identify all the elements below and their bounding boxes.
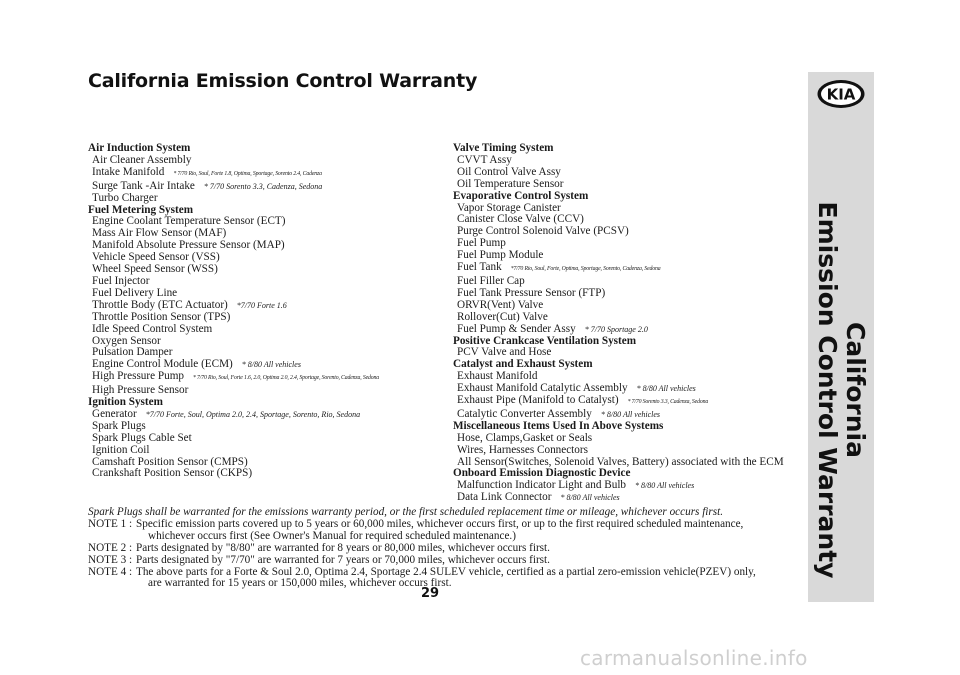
part-name: PCV Valve and Hose xyxy=(457,346,552,359)
part-name: Intake Manifold xyxy=(92,165,165,178)
part-name: High Pressure Sensor xyxy=(92,384,189,397)
section-heading-text: Air Induction System xyxy=(88,142,191,154)
part-name: Fuel Injector xyxy=(92,274,150,287)
section-heading xyxy=(88,397,448,409)
warranty-note: * 8/80 All vehicles xyxy=(600,409,661,419)
warranty-note: * 8/80 All vehicles xyxy=(560,493,620,503)
part-item xyxy=(88,468,448,480)
part-name: Manifold Absolute Pressure Sensor (MAP) xyxy=(92,239,285,252)
section-heading-text: Evaporative Control System xyxy=(453,189,589,202)
part-item xyxy=(453,250,793,262)
part-name: Vapor Storage Canister xyxy=(457,201,561,214)
part-name: Fuel Pump xyxy=(457,237,506,250)
part-name: Exhaust Pipe (Manifold to Catalyst) xyxy=(457,394,619,407)
warranty-note: * 8/80 All vehicles xyxy=(635,481,695,491)
part-name: Engine Control Module (ECM) xyxy=(92,358,233,371)
part-name: Malfunction Indicator Light and Bulb xyxy=(457,479,627,492)
warranty-note: * 7/70 Sorento 3.3, Cadenza, Sedona xyxy=(203,181,323,191)
part-name: Air Cleaner Assembly xyxy=(92,153,192,166)
part-name: Catalytic Converter Assembly xyxy=(457,407,592,420)
part-name: Data Link Connector xyxy=(457,491,552,504)
footnote-label: NOTE 2 : xyxy=(88,541,133,554)
warranty-note: *7/70 Forte 1.6 xyxy=(236,300,287,310)
part-name: High Pressure Pump xyxy=(92,370,184,383)
part-name: CVVT Assy xyxy=(457,153,512,166)
part-name: Fuel Pump Module xyxy=(457,249,544,262)
section-heading-text: Miscellaneous Items Used In Above Systems xyxy=(453,419,664,432)
warranty-note: * 7/70 Sorento 3.3, Cadenza, Sedona xyxy=(627,399,709,406)
sidebar-title-line1: California xyxy=(841,322,870,458)
part-item xyxy=(453,395,793,409)
footnote-text: The above parts for a Forte & Soul 2.0, Optima 2.4, Sportage 2.4 SULEV vehicle, certified as a partial zero-emission vehicle(PZEV) only, xyxy=(136,565,756,578)
warranty-note: * 7/70 Sportage 2.0 xyxy=(584,324,648,334)
footnote xyxy=(88,555,788,567)
section-heading-text: Valve Timing System xyxy=(453,142,554,154)
footnote-text: Parts designated by "7/70" are warranted for 7 years or 70,000 miles, whichever occurs first. xyxy=(136,553,550,566)
section-sidebar xyxy=(808,72,874,602)
part-name: Engine Coolant Temperature Sensor (ECT) xyxy=(92,215,286,228)
warranty-note: *7/70 Rio, Soul, Forte, Optima, Sportage, Sorento, Cadenza, Sedona xyxy=(510,266,661,273)
part-name: Hose, Clamps,Gasket or Seals xyxy=(457,431,593,444)
part-name: Camshaft Position Sensor (CMPS) xyxy=(92,455,248,468)
part-item xyxy=(88,371,448,385)
section-heading-text: Catalyst and Exhaust System xyxy=(453,358,593,371)
left-parts-column xyxy=(88,143,448,480)
footnote-label: NOTE 4 : xyxy=(88,565,133,578)
part-name: ORVR(Vent) Valve xyxy=(457,298,544,311)
warranty-note: * 8/80 All vehicles xyxy=(636,384,696,394)
part-name: Mass Air Flow Sensor (MAF) xyxy=(92,227,227,240)
part-name: Pulsation Damper xyxy=(92,346,173,359)
part-name: Generator xyxy=(92,407,137,420)
part-name: Rollover(Cut) Valve xyxy=(457,310,548,323)
part-item xyxy=(88,167,448,181)
section-heading-text: Positive Crankcase Ventilation System xyxy=(453,334,637,347)
part-name: Wires, Harnesses Connectors xyxy=(457,443,588,456)
part-name: Canister Close Valve (CCV) xyxy=(457,213,584,226)
part-name: Fuel Tank xyxy=(457,261,502,274)
part-name: Spark Plugs Cable Set xyxy=(92,431,192,444)
part-name: Exhaust Manifold Catalytic Assembly xyxy=(457,382,628,395)
part-item xyxy=(453,262,793,276)
part-name: Throttle Body (ETC Actuator) xyxy=(92,298,228,311)
part-name: Oil Control Valve Assy xyxy=(457,165,561,178)
sidebar-title-line2: Emission Control Warranty xyxy=(813,201,842,579)
part-name: Crankshaft Position Sensor (CKPS) xyxy=(92,467,253,480)
part-name: Throttle Position Sensor (TPS) xyxy=(92,310,231,323)
part-name: Spark Plugs xyxy=(92,419,146,432)
footnote-text: Specific emission parts covered up to 5 years or 60,000 miles, whichever occurs first, or up to the first required scheduled maintenance, xyxy=(136,517,744,530)
footnote-continuation: whichever occurs first (See Owner's Manual for required scheduled maintenance.) xyxy=(148,529,516,542)
part-name: Vehicle Speed Sensor (VSS) xyxy=(92,251,220,264)
notes-section xyxy=(88,507,788,590)
section-heading-text: Ignition System xyxy=(88,396,163,409)
kia-logo xyxy=(816,78,866,115)
footnote-continuation: are warranted for 15 years or 150,000 miles, whichever occurs first. xyxy=(148,577,452,590)
part-name: Fuel Pump & Sender Assy xyxy=(457,322,576,335)
footnote-label: NOTE 3 : xyxy=(88,553,133,566)
footnote xyxy=(88,543,788,555)
svg-text:KIA: KIA xyxy=(826,85,856,104)
part-name: Surge Tank -Air Intake xyxy=(92,179,195,192)
part-name: Purge Control Solenoid Valve (PCSV) xyxy=(457,225,629,238)
warranty-note: *7/70 Forte, Soul, Optima 2.0, 2.4, Sportage, Sorento, Rio, Sedona xyxy=(145,409,361,419)
part-name: Oil Temperature Sensor xyxy=(457,177,564,190)
part-name: Wheel Speed Sensor (WSS) xyxy=(92,263,218,276)
sidebar-section-title xyxy=(813,202,869,579)
page-number: 29 xyxy=(421,586,440,601)
warranty-note: * 8/80 All vehicles xyxy=(241,360,301,370)
part-name: Fuel Filler Cap xyxy=(457,274,525,287)
part-name: Ignition Coil xyxy=(92,443,150,456)
watermark: carmanualsonline.info xyxy=(580,646,808,670)
part-name: All Sensor(Switches, Solenoid Valves, Battery) associated with the ECM xyxy=(457,455,784,468)
spark-plug-note: Spark Plugs shall be warranted for the emissions warranty period, or the first scheduled replacement time or mileage, whichever occurs first. xyxy=(88,506,724,518)
footnote-label: NOTE 1 : xyxy=(88,517,133,530)
section-heading-text: Fuel Metering System xyxy=(88,203,194,216)
warranty-note: * 7/70 Rio, Soul, Forte 1.6, 2.0, Optima 2.0, 2.4, Sportage, Sorento, Cadenza, Sedona xyxy=(193,375,380,382)
part-name: Fuel Tank Pressure Sensor (FTP) xyxy=(457,286,606,299)
part-name: Fuel Delivery Line xyxy=(92,286,178,299)
right-parts-column xyxy=(453,143,793,504)
notes-list xyxy=(88,519,788,590)
part-item xyxy=(453,492,793,504)
part-name: Idle Speed Control System xyxy=(92,322,213,335)
part-name: Oxygen Sensor xyxy=(92,334,161,347)
page-title: California Emission Control Warranty xyxy=(88,70,478,92)
footnote-text: Parts designated by "8/80" are warranted for 8 years or 80,000 miles, whichever occurs first. xyxy=(136,541,550,554)
part-name: Turbo Charger xyxy=(92,191,158,204)
part-name: Exhaust Manifold xyxy=(457,370,538,383)
section-heading-text: Onboard Emission Diagnostic Device xyxy=(453,467,631,480)
warranty-note: * 7/70 Rio, Soul, Forte 1.8, Optima, Sportage, Sorento 2.4, Cadenza xyxy=(173,170,322,177)
